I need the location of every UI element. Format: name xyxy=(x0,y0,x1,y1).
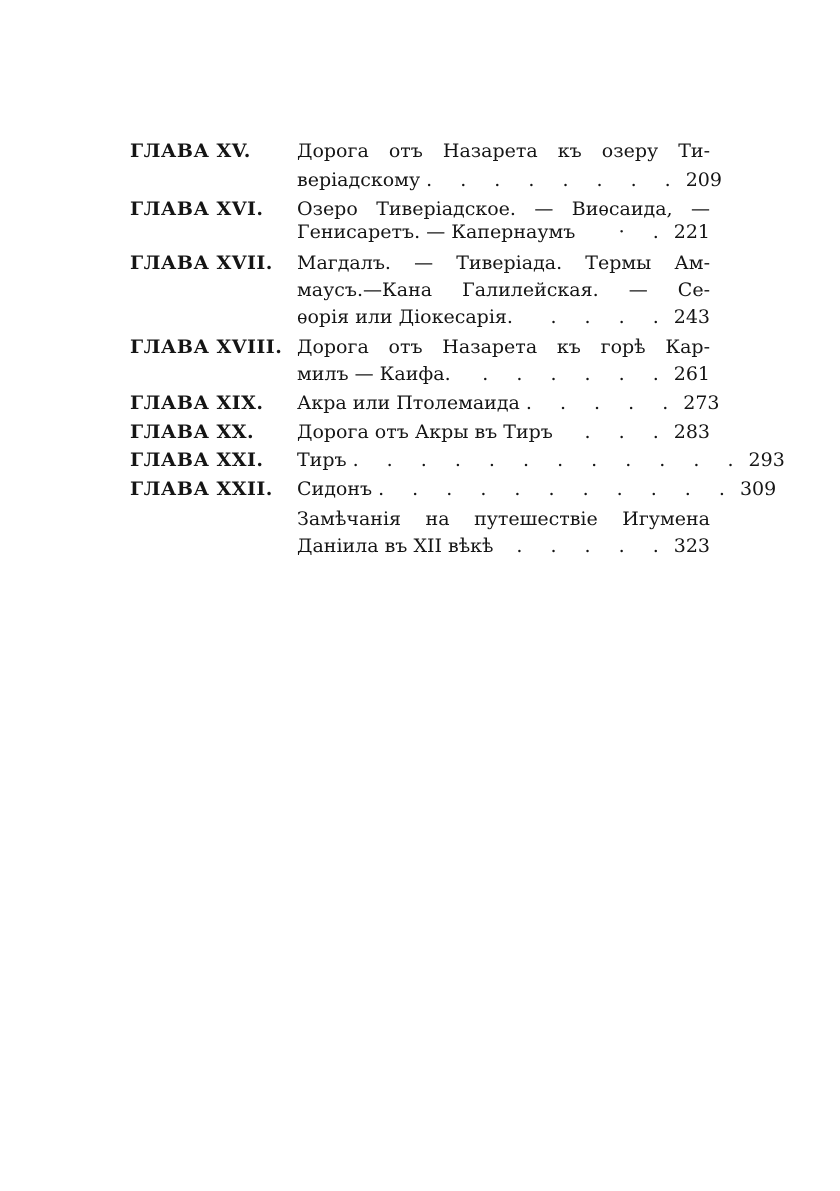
page-number: 221 xyxy=(673,221,710,243)
entry-last-line xyxy=(297,475,777,503)
dot-leader: . . . . . . xyxy=(482,363,670,385)
page-number: 293 xyxy=(748,449,785,471)
entry-text-line: Озеро Тиверіадское. — Виѳсаида, — xyxy=(297,198,710,220)
entry-last-line xyxy=(297,218,710,246)
dot-leader: . . . . xyxy=(550,306,670,328)
entry-last-line xyxy=(297,446,785,474)
entry-text: Тиръ xyxy=(297,449,347,471)
dot-leader: . . . . . . . . xyxy=(426,169,682,191)
entry-text-line: Дорога отъ Назарета къ горѣ Кар- xyxy=(297,336,710,358)
chapter-label: ГЛАВА XXII. xyxy=(130,478,273,500)
page-number: 209 xyxy=(685,169,722,191)
entry-text: милъ — Каифа. xyxy=(297,363,451,385)
entry-text: Сидонъ xyxy=(297,478,373,500)
chapter-label: ГЛАВА XVI. xyxy=(130,198,264,220)
entry-text: Акра или Птолемаида xyxy=(297,392,520,414)
entry-text-line: Замѣчанія на путешествіе Игумена xyxy=(297,508,710,530)
chapter-label: ГЛАВА XXI. xyxy=(130,449,264,471)
dot-leader: . . . xyxy=(584,421,670,443)
entry-last-line xyxy=(297,418,710,446)
entry-text: Даніила въ XII вѣкѣ xyxy=(297,535,494,557)
entry-last-line xyxy=(297,360,710,388)
page-number: 309 xyxy=(739,478,777,500)
dot-leader: . . . . . . . . . . . . xyxy=(352,449,745,471)
entry-text: Дорога отъ Акры въ Тиръ xyxy=(297,421,553,443)
dot-leader: · . xyxy=(618,221,670,243)
entry-last-line xyxy=(297,532,710,560)
page-number: 273 xyxy=(683,392,720,414)
page-number: 243 xyxy=(673,306,710,328)
chapter-label: ГЛАВА XIX. xyxy=(130,392,264,414)
dot-leader: . . . . . xyxy=(516,535,670,557)
entry-text-line: маусъ.—Кана Галилейская. — Се- xyxy=(297,279,710,301)
entry-text-line: Дорога отъ Назарета къ озеру Ти- xyxy=(297,140,710,162)
entry-text: ѳорія или Діокесарія. xyxy=(297,306,513,328)
page-number: 261 xyxy=(673,363,710,385)
chapter-label: ГЛАВА XVII. xyxy=(130,252,273,274)
page-number: 323 xyxy=(673,535,710,557)
dot-leader: . . . . . . . . . . . xyxy=(378,478,736,500)
chapter-label: ГЛАВА XVIII. xyxy=(130,336,283,358)
entry-text: Генисаретъ. — Капернаумъ xyxy=(297,221,576,243)
entry-last-line xyxy=(297,303,710,331)
dot-leader: . . . . . xyxy=(525,392,680,414)
entry-last-line xyxy=(297,389,720,417)
chapter-label: ГЛАВА XV. xyxy=(130,140,251,162)
page-number: 283 xyxy=(673,421,710,443)
chapter-label: ГЛАВА XX. xyxy=(130,421,255,443)
entry-last-line xyxy=(297,166,722,194)
entry-text: веріадскому xyxy=(297,169,421,191)
entry-text-line: Магдалъ. — Тиверіада. Термы Ам- xyxy=(297,252,710,274)
